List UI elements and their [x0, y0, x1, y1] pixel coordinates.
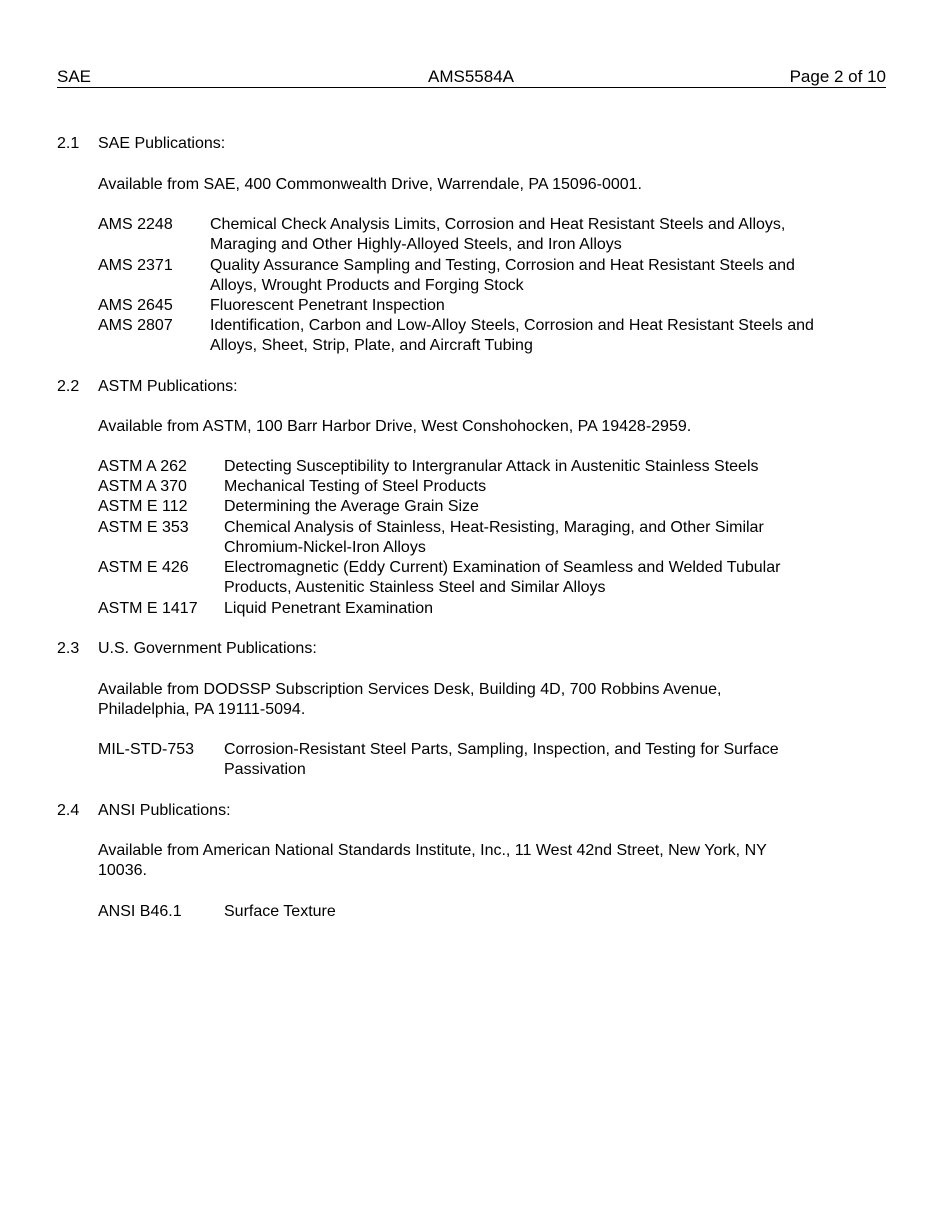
reference-title: Surface Texture — [224, 903, 336, 920]
section-availability: Available from American National Standards Institute, Inc., 11 West 42nd Street, New York, NY — [98, 842, 767, 859]
header-page-number: Page 2 of 10 — [789, 67, 886, 86]
section-number: 2.3 — [57, 640, 80, 657]
section-title: U.S. Government Publications: — [98, 640, 317, 657]
reference-code: ASTM E 112 — [98, 498, 188, 515]
section-availability: Available from DODSSP Subscription Services Desk, Building 4D, 700 Robbins Avenue, — [98, 681, 722, 698]
section-availability: Available from SAE, 400 Commonwealth Drive, Warrendale, PA 15096-0001. — [98, 176, 642, 193]
header-org: SAE — [57, 67, 92, 86]
reference-title: Quality Assurance Sampling and Testing, Corrosion and Heat Resistant Steels and — [210, 257, 795, 274]
reference-title: Maraging and Other Highly-Alloyed Steels, and Iron Alloys — [210, 236, 622, 253]
reference-title: Determining the Average Grain Size — [224, 498, 479, 515]
reference-code: ANSI B46.1 — [98, 903, 182, 920]
reference-title: Liquid Penetrant Examination — [224, 600, 434, 617]
reference-code: AMS 2248 — [98, 216, 173, 233]
reference-title: Mechanical Testing of Steel Products — [224, 478, 487, 495]
reference-code: ASTM E 426 — [98, 559, 189, 576]
reference-code: ASTM A 370 — [98, 478, 187, 495]
reference-title: Fluorescent Penetrant Inspection — [210, 297, 445, 314]
reference-title: Chemical Check Analysis Limits, Corrosion and Heat Resistant Steels and Alloys, — [210, 216, 786, 233]
reference-title: Alloys, Sheet, Strip, Plate, and Aircraft Tubing — [210, 337, 533, 354]
section-availability: Available from ASTM, 100 Barr Harbor Drive, West Conshohocken, PA 19428-2959. — [98, 418, 692, 435]
reference-title: Corrosion-Resistant Steel Parts, Sampling, Inspection, and Testing for Surface — [224, 741, 779, 758]
section-number: 2.4 — [57, 802, 80, 819]
section-title: ANSI Publications: — [98, 802, 231, 819]
section-availability: Philadelphia, PA 19111-5094. — [98, 701, 306, 718]
reference-title: Identification, Carbon and Low-Alloy Steels, Corrosion and Heat Resistant Steels and — [210, 317, 814, 334]
section-availability: 10036. — [98, 862, 147, 879]
reference-title: Chromium-Nickel-Iron Alloys — [224, 539, 426, 556]
section-title: SAE Publications: — [98, 135, 226, 152]
reference-title: Passivation — [224, 761, 306, 778]
section-title: ASTM Publications: — [98, 378, 238, 395]
reference-code: MIL-STD-753 — [98, 741, 195, 758]
reference-code: AMS 2807 — [98, 317, 173, 334]
reference-title: Products, Austenitic Stainless Steel and Similar Alloys — [224, 579, 606, 596]
reference-title: Detecting Susceptibility to Intergranular Attack in Austenitic Stainless Steels — [224, 458, 759, 475]
section-number: 2.1 — [57, 135, 80, 152]
reference-title: Alloys, Wrought Products and Forging Stock — [210, 277, 524, 294]
section-number: 2.2 — [57, 378, 80, 395]
header-document-id: AMS5584A — [428, 67, 514, 86]
reference-code: ASTM E 1417 — [98, 600, 198, 617]
page-header — [57, 67, 886, 88]
reference-code: ASTM E 353 — [98, 519, 189, 536]
reference-code: ASTM A 262 — [98, 458, 187, 475]
reference-title: Chemical Analysis of Stainless, Heat-Resisting, Maraging, and Other Similar — [224, 519, 764, 536]
reference-code: AMS 2371 — [98, 257, 173, 274]
reference-title: Electromagnetic (Eddy Current) Examination of Seamless and Welded Tubular — [224, 559, 781, 576]
reference-code: AMS 2645 — [98, 297, 173, 314]
